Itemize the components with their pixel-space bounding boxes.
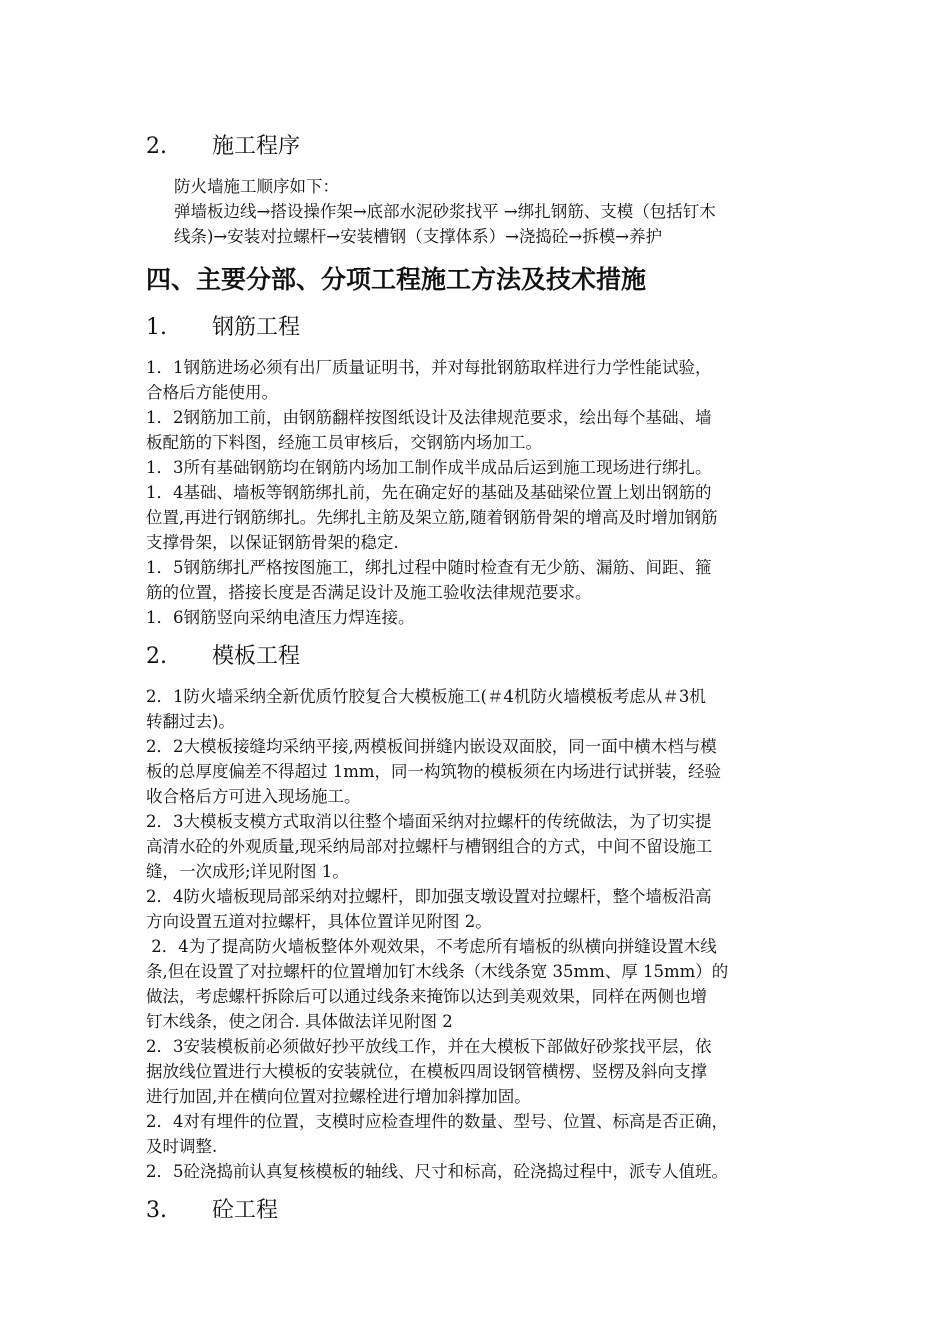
section-number: 3. xyxy=(146,1198,167,1223)
section-number: 2. xyxy=(146,644,167,669)
paragraph-line: 高清水砼的外观质量,现采纳局部对拉螺杆与槽钢组合的方式，中间不留设施工 xyxy=(146,837,713,856)
paragraph-line: 2．4对有埋件的位置，支模时应检查埋件的数量、型号、位置、标高是否正确， xyxy=(146,1112,728,1131)
paragraph-line: 2．1防火墙采纳全新优质竹胶复合大模板施工(＃4机防火墙模板考虑从＃3机 xyxy=(146,687,706,706)
section-number: 1. xyxy=(146,315,167,340)
document-body xyxy=(146,130,818,1238)
paragraph xyxy=(146,555,818,605)
paragraph-line: 钉木线条，使之闭合. 具体做法详见附图 2 xyxy=(146,1012,453,1031)
section-heading-formwork xyxy=(146,640,818,674)
paragraph-line: 板配筋的下料图，经施工员审核后，交钢筋内场加工。 xyxy=(146,433,542,452)
section-title: 模板工程 xyxy=(212,644,301,669)
chapter-heading: 四、主要分部、分项工程施工方法及技术措施 xyxy=(146,265,647,294)
paragraph-line: 合格后方能使用。 xyxy=(146,383,278,402)
section-heading-construction-procedure xyxy=(146,130,818,164)
section-heading-concrete xyxy=(146,1194,818,1228)
paragraph xyxy=(146,405,818,455)
paragraph xyxy=(146,734,818,809)
paragraph-line: 1．6钢筋竖向采纳电渣压力焊连接。 xyxy=(146,608,415,627)
paragraph-line: 1．3所有基础钢筋均在钢筋内场加工制作成半成品后运到施工现场进行绑扎。 xyxy=(146,458,712,477)
paragraph-line: 2．4为了提高防火墙板整体外观效果，不考虑所有墙板的纵横向拼缝设置木线 xyxy=(146,937,717,956)
paragraph xyxy=(146,1109,818,1159)
paragraph-line: 2．3大模板支模方式取消以往整个墙面采纳对拉螺杆的传统做法，为了切实提 xyxy=(146,812,712,831)
paragraph xyxy=(146,455,818,480)
section-number: 2. xyxy=(146,134,167,159)
paragraph-line: 1．4基础、墙板等钢筋绑扎前，先在确定好的基础及基础梁位置上划出钢筋的 xyxy=(146,483,712,502)
paragraph-line: 筋的位置，搭接长度是否满足设计及施工验收法律规范要求。 xyxy=(146,583,592,602)
sequence-intro: 防火墙施工顺序如下： xyxy=(174,177,339,196)
paragraph-line: 1．2钢筋加工前，由钢筋翻样按图纸设计及法律规范要求，绘出每个基础、墙 xyxy=(146,408,712,427)
paragraph xyxy=(146,684,818,734)
paragraph xyxy=(146,1034,818,1109)
paragraph-line: 进行加固,并在横向位置对拉螺栓进行增加斜撑加固。 xyxy=(146,1087,531,1106)
paragraph xyxy=(146,1159,818,1184)
paragraph xyxy=(146,934,818,1034)
paragraph xyxy=(146,809,818,884)
section-title: 砼工程 xyxy=(212,1198,279,1223)
paragraph-line: 2．3安装模板前必须做好抄平放线工作，并在大模板下部做好砂浆找平层，依 xyxy=(146,1037,712,1056)
construction-sequence-block xyxy=(146,174,818,249)
paragraph-line: 做法，考虑螺杆拆除后可以通过线条来掩饰以达到美观效果，同样在两侧也增 xyxy=(146,987,707,1006)
paragraph-line: 收合格后方可进入现场施工。 xyxy=(146,787,361,806)
paragraph-line: 2．2大模板接缝均采纳平接,两模板间拼缝内嵌设双面胶，同一面中横木档与模 xyxy=(146,737,717,756)
paragraph-line: 条,但在设置了对拉螺杆的位置增加钉木线条（木线条宽 35mm、厚 15mm）的 xyxy=(146,962,729,981)
paragraph-line: 方向设置五道对拉螺杆，具体位置详见附图 2。 xyxy=(146,912,492,931)
paragraph-line: 转翻过去)。 xyxy=(146,712,235,731)
formwork-paragraphs xyxy=(146,684,818,1184)
paragraph xyxy=(146,605,818,630)
paragraph-line: 位置,再进行钢筋绑扎。先绑扎主筋及架立筋,随着钢筋骨架的增高及时增加钢筋 xyxy=(146,508,718,527)
rebar-paragraphs xyxy=(146,355,818,630)
paragraph-line: 1．1钢筋进场必须有出厂质量证明书，并对每批钢筋取样进行力学性能试验， xyxy=(146,358,712,377)
sequence-line-1: 弹墙板边线→搭设操作架→底部水泥砂浆找平 →绑扎钢筋、支模（包括钉木 xyxy=(174,202,716,221)
paragraph-line: 缝，一次成形;详见附图 1。 xyxy=(146,862,349,881)
paragraph-line: 据放线位置进行大模板的安装就位，在模板四周设钢管横楞、竖楞及斜向支撑 xyxy=(146,1062,707,1081)
paragraph-line: 板的总厚度偏差不得超过 1mm，同一构筑物的模板须在内场进行试拼装，经验 xyxy=(146,762,722,781)
paragraph xyxy=(146,884,818,934)
sequence-line-2: 线条)→安装对拉螺杆→安装槽钢（支撑体系）→浇捣砼→拆模→养护 xyxy=(174,227,663,246)
paragraph xyxy=(146,355,818,405)
paragraph-line: 1．5钢筋绑扎严格按图施工，绑扎过程中随时检查有无少筋、漏筋、间距、箍 xyxy=(146,558,712,577)
section-title: 钢筋工程 xyxy=(212,315,301,340)
section-heading-rebar xyxy=(146,311,818,345)
paragraph xyxy=(146,480,818,555)
paragraph-line: 及时调整. xyxy=(146,1137,218,1156)
paragraph-line: 2．4防火墙板现局部采纳对拉螺杆，即加强支墩设置对拉螺杆，整个墙板沿高 xyxy=(146,887,712,906)
paragraph-line: 支撑骨架，以保证钢筋骨架的稳定. xyxy=(146,533,399,552)
section-title: 施工程序 xyxy=(212,134,301,159)
paragraph-line: 2．5砼浇捣前认真复核模板的轴线、尺寸和标高，砼浇捣过程中，派专人值班。 xyxy=(146,1162,728,1181)
